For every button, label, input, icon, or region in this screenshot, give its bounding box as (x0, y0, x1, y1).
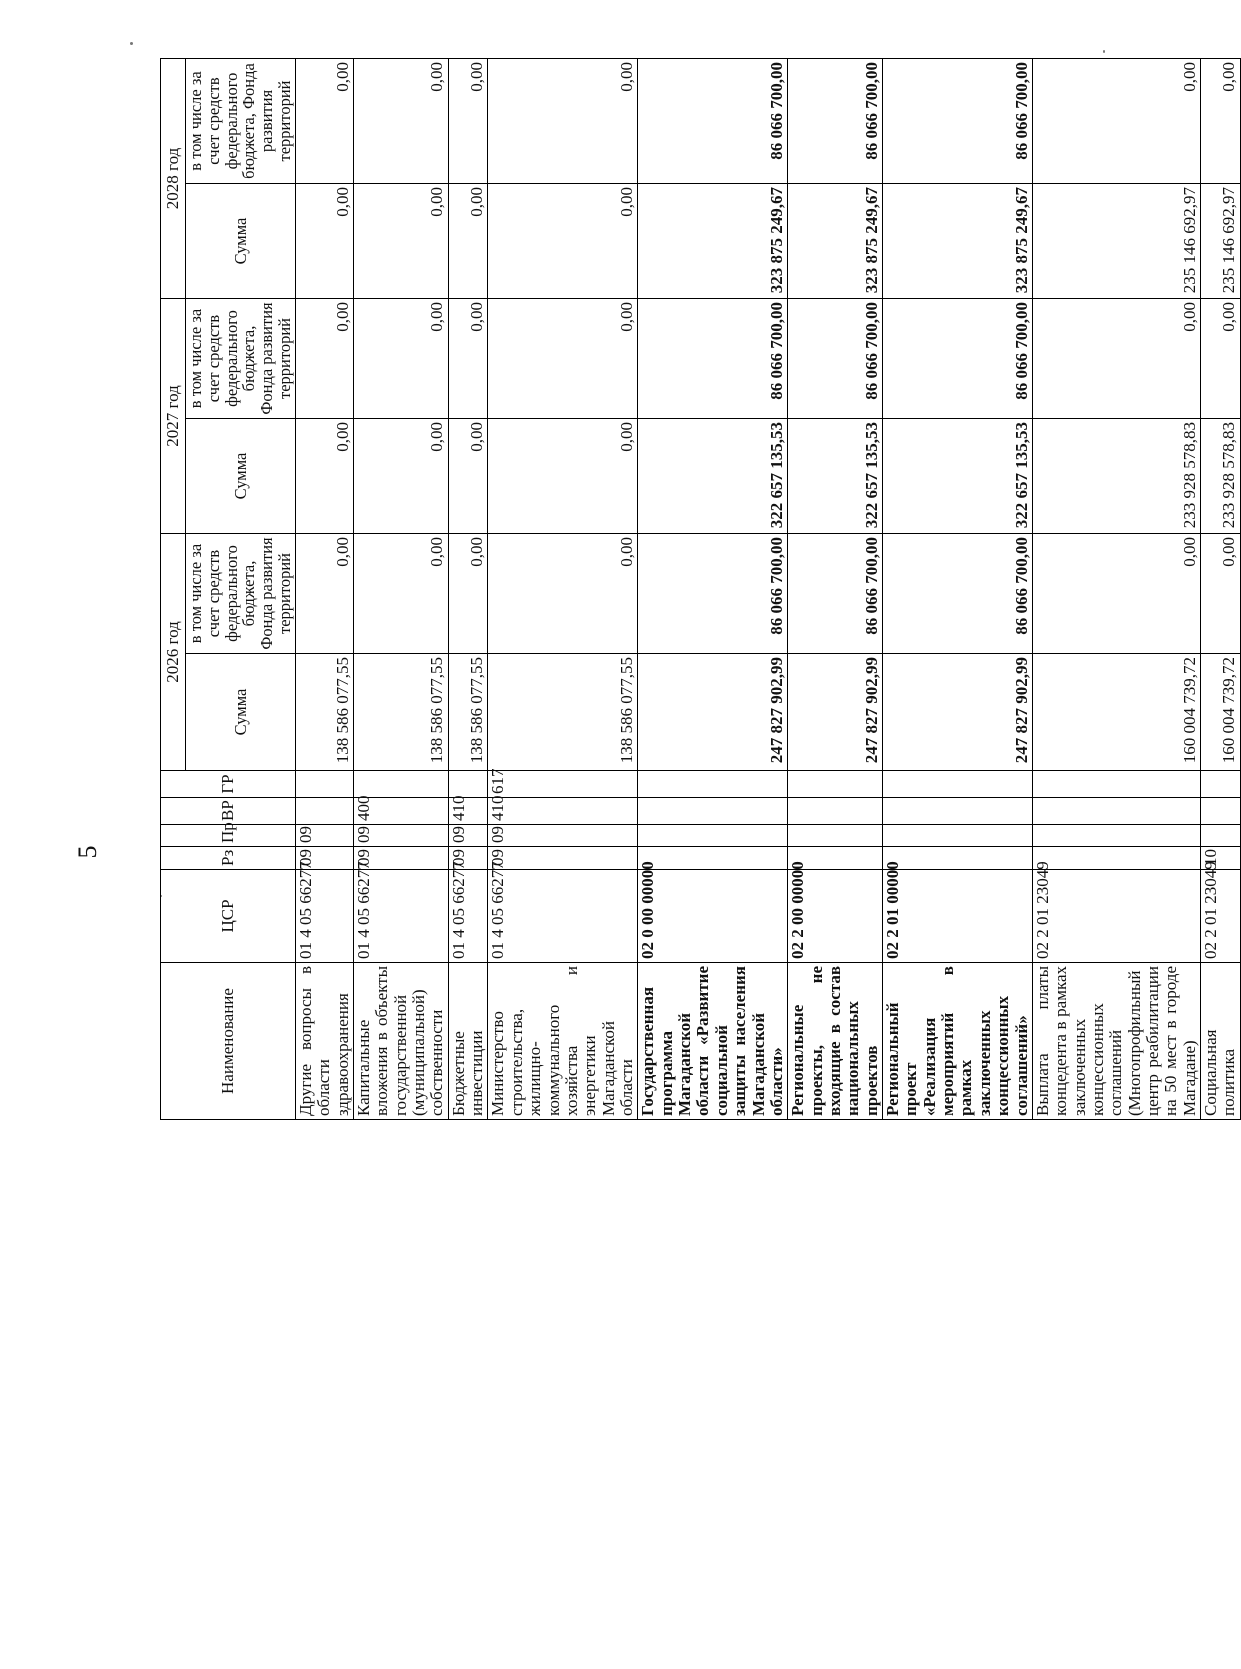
row-rz: 09 (295, 847, 353, 870)
row-name: Региональный проект «Реализация мероприятий в рамках заключенных концессионных соглашений» (883, 963, 1033, 1120)
row-sum-2028: 0,00 (295, 184, 353, 299)
row-federal-2027: 0,00 (353, 299, 448, 419)
row-csr: 01 4 05 66277 (295, 870, 353, 963)
row-gr (638, 771, 788, 798)
row-federal-2027: 0,00 (488, 299, 638, 419)
table-row (638, 59, 788, 1120)
row-federal-2028: 0,00 (1032, 59, 1200, 184)
row-sum-2026: 138 586 077,55 (448, 654, 488, 771)
row-federal-2028: 0,00 (1201, 59, 1241, 184)
row-pr: 09 (353, 825, 448, 847)
row-sum-2027: 0,00 (295, 419, 353, 534)
row-pr (1201, 825, 1241, 847)
row-pr: 09 (295, 825, 353, 847)
row-sum-2026: 160 004 739,72 (1032, 654, 1200, 771)
row-sum-2026: 138 586 077,55 (353, 654, 448, 771)
row-name: Государственная программа Магаданской области «Развитие социальной защиты населения Магаданской области» (638, 963, 788, 1120)
scan-speck (1103, 50, 1105, 53)
row-csr: 02 0 00 00000 (638, 870, 788, 963)
row-gr (353, 771, 448, 798)
row-name: Другие вопросы в области здравоохранения (295, 963, 353, 1120)
header-incl-2026: в том числе за счет средств федерального бюджета, Фонда развития территорий (186, 534, 296, 654)
row-vr: 400 (353, 798, 448, 825)
row-gr: 617 (488, 771, 638, 798)
table-row (295, 59, 353, 1120)
page-number: 5 (73, 845, 102, 859)
header-year-2027: 2027 год (161, 299, 186, 534)
header-vr: ВР (161, 798, 296, 825)
header-sum-2028: Сумма (186, 184, 296, 299)
row-rz (638, 847, 788, 870)
row-rz: 10 (1201, 847, 1241, 870)
row-sum-2026: 247 827 902,99 (638, 654, 788, 771)
row-vr: 410 (448, 798, 488, 825)
row-csr: 01 4 05 66277 (353, 870, 448, 963)
row-gr (883, 771, 1033, 798)
header-year-2026: 2026 год (161, 534, 186, 771)
table-row (353, 59, 448, 1120)
row-sum-2028: 323 875 249,67 (788, 184, 883, 299)
row-federal-2027: 0,00 (1032, 299, 1200, 419)
row-csr: 02 2 01 23049 (1032, 870, 1200, 963)
row-gr (1201, 771, 1241, 798)
table-row (448, 59, 488, 1120)
row-sum-2028: 0,00 (353, 184, 448, 299)
row-federal-2028: 0,00 (295, 59, 353, 184)
row-rz (883, 847, 1033, 870)
row-federal-2028: 86 066 700,00 (638, 59, 788, 184)
row-name: Бюджетные инвестиции (448, 963, 488, 1120)
row-sum-2028: 0,00 (448, 184, 488, 299)
scan-speck (130, 42, 133, 45)
header-name: Наименование (161, 963, 296, 1120)
row-sum-2026: 138 586 077,55 (488, 654, 638, 771)
row-sum-2027: 233 928 578,83 (1201, 419, 1241, 534)
row-federal-2026: 86 066 700,00 (883, 534, 1033, 654)
row-rz: 09 (448, 847, 488, 870)
row-sum-2027: 322 657 135,53 (638, 419, 788, 534)
row-federal-2026: 0,00 (488, 534, 638, 654)
row-sum-2026: 247 827 902,99 (788, 654, 883, 771)
row-csr: 02 2 01 00000 (883, 870, 1033, 963)
row-sum-2028: 0,00 (488, 184, 638, 299)
row-pr (638, 825, 788, 847)
row-name: Региональные проекты, не входящие в состав национальных проектов (788, 963, 883, 1120)
table-row (883, 59, 1033, 1120)
row-vr (1032, 798, 1200, 825)
header-incl-2027: в том числе за счет средств федерального бюджета, Фонда развития территорий (186, 299, 296, 419)
table-row (1201, 59, 1241, 1120)
row-name: Социальная политика (1201, 963, 1241, 1120)
row-sum-2026: 247 827 902,99 (883, 654, 1033, 771)
row-sum-2026: 138 586 077,55 (295, 654, 353, 771)
row-csr: 02 2 01 23049 (1201, 870, 1241, 963)
header-sum-2027: Сумма (186, 419, 296, 534)
row-federal-2027: 0,00 (448, 299, 488, 419)
row-sum-2027: 322 657 135,53 (883, 419, 1033, 534)
row-rz: 09 (488, 847, 638, 870)
header-rz: Рз (161, 847, 296, 870)
header-pr: Пр (161, 825, 296, 847)
row-federal-2028: 0,00 (488, 59, 638, 184)
row-federal-2026: 0,00 (1032, 534, 1200, 654)
row-csr: 01 4 05 66277 (448, 870, 488, 963)
header-incl-2028: в том числе за счет средств федерального бюджета, Фонда развития территорий (186, 59, 296, 184)
row-vr (1201, 798, 1241, 825)
rotated-table-sheet (160, 62, 1239, 1120)
row-federal-2026: 86 066 700,00 (638, 534, 788, 654)
row-federal-2027: 86 066 700,00 (883, 299, 1033, 419)
row-federal-2026: 86 066 700,00 (788, 534, 883, 654)
row-vr (883, 798, 1033, 825)
row-sum-2028: 323 875 249,67 (638, 184, 788, 299)
budget-table (160, 58, 1241, 1120)
table-row (1032, 59, 1200, 1120)
row-pr (788, 825, 883, 847)
row-vr (788, 798, 883, 825)
row-federal-2028: 86 066 700,00 (883, 59, 1033, 184)
row-gr (1032, 771, 1200, 798)
row-pr: 09 (488, 825, 638, 847)
header-sum-2026: Сумма (186, 654, 296, 771)
row-name: Капитальные вложения в объекты государственной (муниципальной) собственности (353, 963, 448, 1120)
row-federal-2026: 0,00 (448, 534, 488, 654)
row-federal-2028: 0,00 (353, 59, 448, 184)
row-vr: 410 (488, 798, 638, 825)
row-sum-2027: 0,00 (353, 419, 448, 534)
row-federal-2026: 0,00 (353, 534, 448, 654)
row-sum-2028: 235 146 692,97 (1032, 184, 1200, 299)
row-federal-2028: 86 066 700,00 (788, 59, 883, 184)
row-sum-2027: 0,00 (488, 419, 638, 534)
row-name: Министерство строительства, жилищно-коммунального хозяйства и энергетики Магаданской области (488, 963, 638, 1120)
row-federal-2026: 0,00 (1201, 534, 1241, 654)
row-vr (638, 798, 788, 825)
header-gr: ГР (161, 771, 296, 798)
row-sum-2027: 0,00 (448, 419, 488, 534)
row-gr (295, 771, 353, 798)
row-pr (883, 825, 1033, 847)
row-federal-2027: 0,00 (1201, 299, 1241, 419)
row-federal-2027: 0,00 (295, 299, 353, 419)
row-federal-2027: 86 066 700,00 (788, 299, 883, 419)
row-sum-2027: 233 928 578,83 (1032, 419, 1200, 534)
row-vr (295, 798, 353, 825)
row-federal-2026: 0,00 (295, 534, 353, 654)
row-federal-2028: 0,00 (448, 59, 488, 184)
table-row (788, 59, 883, 1120)
row-pr (1032, 825, 1200, 847)
row-sum-2027: 322 657 135,53 (788, 419, 883, 534)
table-row (488, 59, 638, 1120)
row-sum-2026: 160 004 739,72 (1201, 654, 1241, 771)
row-gr (448, 771, 488, 798)
row-csr: 01 4 05 66277 (488, 870, 638, 963)
header-csr: ЦСР (161, 870, 296, 963)
row-gr (788, 771, 883, 798)
row-sum-2028: 235 146 692,97 (1201, 184, 1241, 299)
row-federal-2027: 86 066 700,00 (638, 299, 788, 419)
row-pr: 09 (448, 825, 488, 847)
row-name: Выплата платы концедента в рамках заключенных концессионных соглашений (Многопрофильный центр реабилитации на 50 мест в городе Магадане) (1032, 963, 1200, 1120)
row-rz: 09 (353, 847, 448, 870)
header-year-2028: 2028 год (161, 59, 186, 299)
row-csr: 02 2 00 00000 (788, 870, 883, 963)
row-rz (1032, 847, 1200, 870)
row-sum-2028: 323 875 249,67 (883, 184, 1033, 299)
